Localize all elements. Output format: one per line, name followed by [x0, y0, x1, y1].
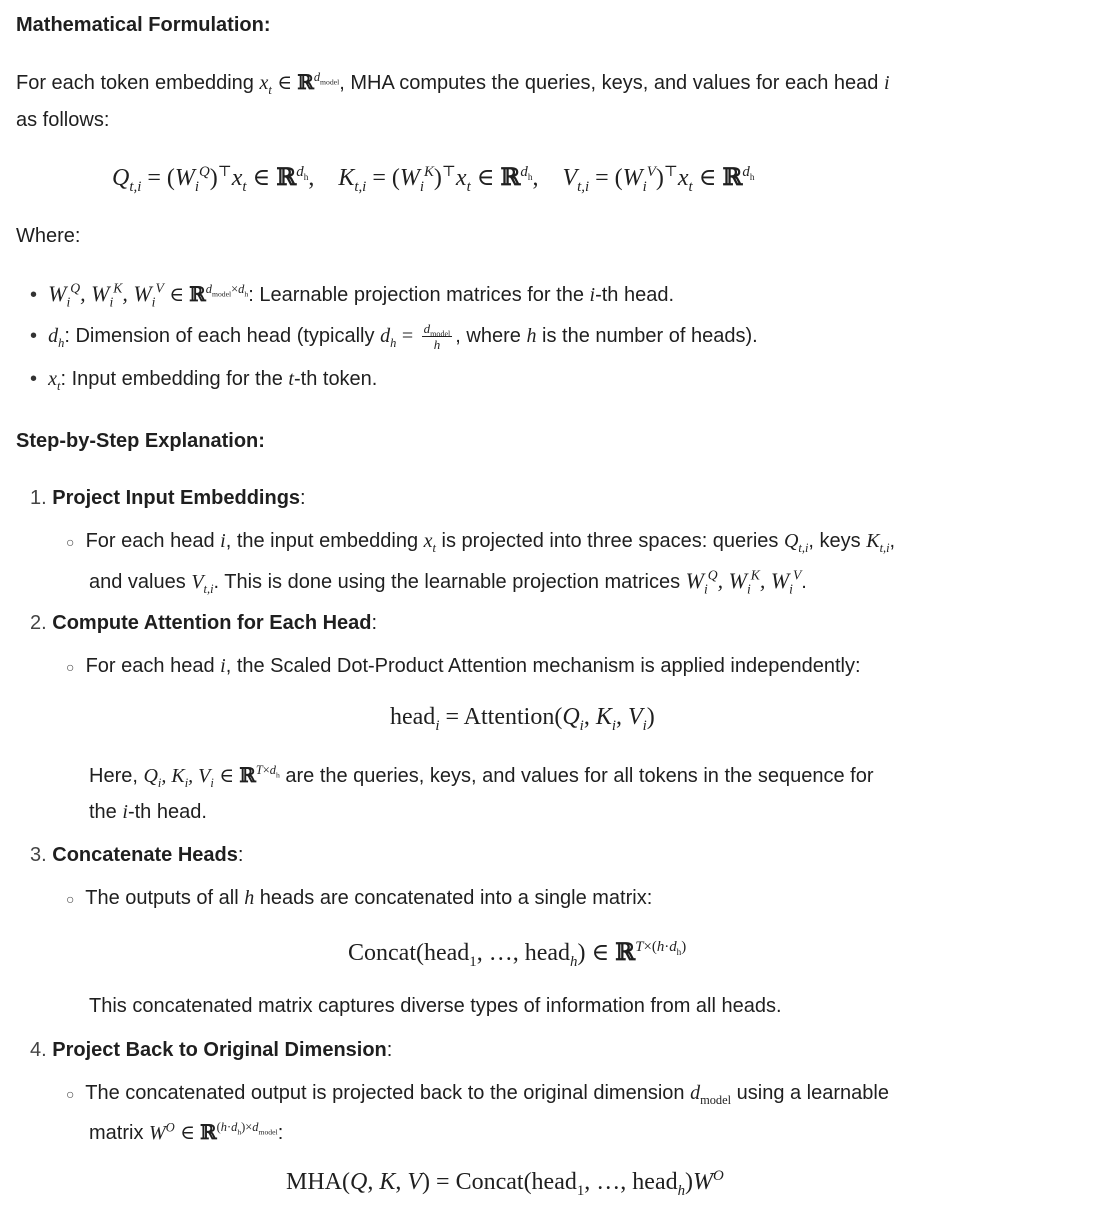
intro-text-1: For each token embedding [16, 72, 254, 94]
step-3-line-1: ○ The outputs of all h heads are concatenated into a single matrix: [66, 887, 653, 909]
step-2-here-line-2: the i-th head. [89, 801, 207, 823]
step-2-title: Compute Attention for Each Head [52, 612, 372, 634]
s2-here-c: the [89, 801, 117, 823]
step-2-header: 2. Compute Attention for Each Head: [30, 612, 378, 634]
step-4-header: 4. Project Back to Original Dimension: [30, 1039, 393, 1061]
s1-text-h: . [801, 571, 807, 593]
step-1-title: Project Input Embeddings [52, 487, 301, 509]
mha-equation: MHA(Q, K, V) = Concat(head$_1$, …, $head_h)W^O$ [286, 1168, 724, 1199]
s1-text-a: For each head [85, 530, 215, 552]
step-2-line-1: ○ For each head i, the Scaled Dot-Product Attention mechanism is applied independently: [66, 655, 861, 677]
bullet-dh-mid: , where [455, 324, 521, 347]
intro-line-2: as follows: [16, 109, 110, 131]
step-1-line-1: ○ For each head i, the input embedding $x_t$ is projected into three spaces: queries $Q_{t,i}$, keys $K_{t,i}$, [66, 530, 896, 555]
eq-head-word: head [390, 704, 436, 730]
intro-line-1: For each token embedding $x_t$ ∈ ℝ$^{d_{model}}$, MHA computes the queries, keys, and values for each head i [16, 70, 890, 97]
s3-text-a: The outputs of all [85, 887, 239, 909]
qkv-equation: $Q_{t,i} = (W_i^Q)^⊤x_t$ ∈ ℝ$^{d_h}$, $K_{t,i} = (W_i^K)^⊤x_t$ ∈ ℝ$^{d_h}$, $V_{t,i} = (W_i^V)^⊤x_t$ ∈ ℝ$^{d_h}$ [112, 162, 755, 195]
step-4-number: 4. [30, 1039, 47, 1061]
eq-concat-word-2: Concat [455, 1169, 524, 1195]
s2-text-b: , the Scaled Dot-Product Attention mechanism is applied independently: [225, 655, 861, 677]
bullet-weights-text: : Learnable projection matrices for the [248, 284, 584, 306]
step-2-number: 2. [30, 612, 47, 634]
step-2-here-line-1: Here, $Q_i$, $K_i$, $V_i$ ∈ ℝ$^{T\times d_h}$ are the queries, keys, and values for all tokens in the sequence for [89, 763, 874, 790]
s1-text-f: and values [89, 571, 186, 593]
s4-text-a: The concatenated output is projected back to the original dimension [85, 1082, 685, 1104]
step-3-number: 3. [30, 844, 47, 866]
s4-text-b: using a learnable [736, 1082, 889, 1104]
step-1-line-2: and values $V_{t,i}$. This is done using the learnable projection matrices $W_i^Q$, $W_i^K$, $W_i^V$. [89, 567, 807, 597]
s1-text-c: is projected into three spaces: queries [441, 530, 779, 552]
s2-here-a: Here, [89, 765, 138, 787]
step-4-line-1: ○ The concatenated output is projected back to the original dimension $d_{model}$ using a learnable [66, 1082, 889, 1107]
step-1-number: 1. [30, 487, 47, 509]
section-heading-steps: Step-by-Step Explanation: [16, 430, 265, 452]
step-3-after: This concatenated matrix captures diverse types of information from all heads. [89, 995, 782, 1017]
s4-text-c: matrix [89, 1122, 144, 1144]
step-1-header: 1. Project Input Embeddings: [30, 487, 306, 509]
where-label: Where: [16, 225, 81, 247]
step-4-title: Project Back to Original Dimension [52, 1039, 387, 1061]
bullet-dh: • $d_h$: Dimension of each head (typically $d_h$ = $\frac{d_{model}}{h}$ , where h is the number of heads). [30, 321, 758, 352]
section-heading-formulation: Mathematical Formulation: [16, 14, 271, 36]
bullet-xt-text: : Input embedding for the [60, 368, 283, 390]
s2-here-d: -th head. [127, 801, 207, 823]
s1-text-e: , [889, 530, 896, 552]
fraction-dmodel-over-h: $\frac{d_{model}}{h}$ [423, 321, 451, 352]
attention-equation: head$_i$ = $Attention(Q_i$, $K_i$, $V_i$) [390, 704, 655, 734]
s4-text-d: : [277, 1122, 284, 1144]
bullet-xt-tail: -th token. [293, 368, 378, 390]
s1-text-b: , the input embedding [225, 530, 419, 552]
s2-here-b: are the queries, keys, and values for all tokens in the sequence for [285, 765, 874, 787]
eq-mha-word: MHA [286, 1169, 343, 1195]
bullet-dh-text: : Dimension of each head (typically [64, 324, 375, 347]
step-3-title: Concatenate Heads [52, 844, 238, 866]
math-xt: $x_t$ [259, 72, 272, 97]
s3-text-b: heads are concatenated into a single matrix: [259, 887, 653, 909]
concat-equation: Concat(head$_1$, …, head$_h$) ∈ ℝ$^{T\times(h\cdot d_h)}$ [348, 937, 687, 970]
bullet-weights: • $W_i^Q$, $W_i^K$, $W_i^V$ ∈ ℝ$^{d_{model}\times d_h}$: Learnable projection matrices for the i-th head. [30, 280, 675, 310]
bullet-xt: • $x_t$: Input embedding for the t-th token. [30, 368, 378, 393]
s1-text-g: . This is done using the learnable projection matrices [213, 571, 681, 593]
step-4-line-2: matrix $W^O$ ∈ ℝ$^{(h\cdot d_h)\times d_{model}}$: [89, 1120, 284, 1144]
bullet-dh-tail: is the number of heads). [542, 324, 758, 347]
s1-text-d: , keys [808, 530, 861, 552]
bullet-weights-tail: -th head. [595, 284, 675, 306]
eq-attention-word: Attention [463, 704, 555, 730]
eq-concat-word: Concat [348, 940, 416, 966]
step-3-header: 3. Concatenate Heads: [30, 844, 244, 866]
intro-text-2: , MHA computes the queries, keys, and values for each head [339, 72, 879, 94]
s2-text-a: For each head [85, 655, 215, 677]
